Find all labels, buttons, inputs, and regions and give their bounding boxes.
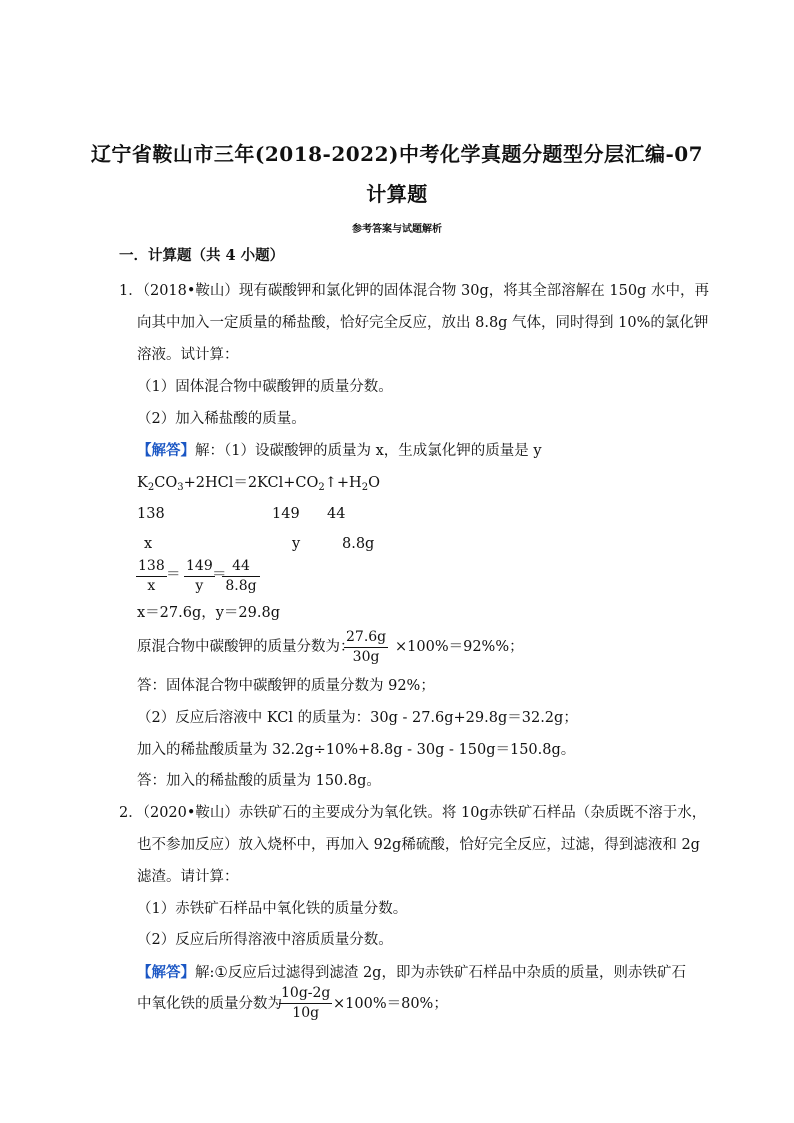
q2-part2: （2）反应后所得溶液中溶质质量分数。 (137, 932, 393, 948)
q1-text-line2: 向其中加入一定质量的稀盐酸，恰好完全反应，放出 8.8g 气体，同时得到 10%的氯化钾 (137, 315, 709, 331)
doc-subtitle: 参考答案与试题解析 (352, 224, 442, 235)
q1-ratio-fraction-1: $\frac{138}{x}$ (138, 558, 165, 594)
q2-frac-suffix: ×100%＝80%； (333, 996, 448, 1012)
q2-percentage-fraction: $\frac{10g-2g}{10g}$ (281, 985, 331, 1021)
q1-percentage-fraction: $\frac{27.6g}{30g}$ (346, 629, 387, 665)
q2-text-line3: 滤渣。请计算： (137, 869, 239, 885)
q1-ratio-eq2: ＝ (212, 567, 227, 583)
q2-text-line1: 2．（2020•鞍山）赤铁矿石的主要成分为氧化铁。将 10g赤铁矿石样品（杂质既不溶于水， (119, 805, 707, 821)
q1-answer-2: 答：加入的稀盐酸的质量为 150.8g。 (137, 773, 381, 789)
q1-mass-149: 149 (272, 506, 300, 522)
q1-part2: （2）加入稀盐酸的质量。 (137, 411, 306, 427)
q1-answer-intro: 解：（1）设碳酸钾的质量为 x，生成氯化钾的质量是 y (195, 443, 542, 459)
q1-ratio-eq1: ＝ (166, 567, 181, 583)
q1-text-line3: 溶液。试计算： (137, 347, 239, 363)
q1-frac-suffix: ×100%＝92%%； (395, 639, 524, 655)
q1-mass-138: 138 (137, 506, 165, 522)
q1-chemical-equation: $K_2CO_3+2HCl=2KCl+CO_2↑+H_2O$ (137, 475, 380, 493)
q1-var-y: y (292, 536, 301, 552)
answer-tag: 【解答】 (137, 964, 195, 981)
q1-mass-44: 44 (327, 506, 346, 522)
q1-step-3: 加入的稀盐酸质量为 32.2g÷10%+8.8g - 30g - 150g＝150.8g。 (137, 742, 576, 758)
q2-frac-prefix: 中氧化铁的质量分数为 (137, 996, 282, 1012)
circled-one-marker: ① (214, 963, 228, 981)
doc-title-line1: 辽宁省鞍山市三年(2018-2022)中考化学真题分题型分层汇编-07 (90, 142, 704, 166)
q2-answer-rest: 反应后过滤得到滤渣 2g，即为赤铁矿石样品中杂质的质量，则赤铁矿石 (227, 965, 686, 981)
q1-part1: （1）固体混合物中碳酸钾的质量分数。 (137, 379, 393, 395)
q1-ratio-fraction-2: $\frac{149}{y}$ (186, 558, 213, 594)
q1-ratio-fraction-3: $\frac{44}{8.8g}$ (222, 558, 260, 595)
q1-result-xy: x＝27.6g，y＝29.8g (137, 605, 281, 621)
q2-answer-pre: 解: (195, 965, 215, 981)
q1-frac-prefix: 原混合物中碳酸钾的质量分数为： (137, 639, 355, 655)
q1-answer-1: 答：固体混合物中碳酸钾的质量分数为 92%； (137, 678, 435, 694)
answer-tag: 【解答】 (137, 442, 195, 459)
q1-var-x: x (144, 536, 153, 552)
q2-part1: （1）赤铁矿石样品中氧化铁的质量分数。 (137, 901, 408, 917)
q2-answer-line (137, 963, 686, 982)
q1-value-8.8g: 8.8g (342, 536, 375, 552)
q1-answer-line (137, 442, 542, 460)
section-heading: 一．计算题（共 4 小题） (119, 247, 285, 264)
q2-text-line2: 也不参加反应）放入烧杯中，再加入 92g稀硫酸，恰好完全反应，过滤，得到滤液和 2g (137, 837, 700, 853)
q1-step-2: （2）反应后溶液中 KCl 的质量为：30g - 27.6g+29.8g＝32.2g； (137, 710, 578, 726)
doc-title-line2: 计算题 (366, 182, 428, 206)
q1-text-line1: 1．（2018•鞍山）现有碳酸钾和氯化钾的固体混合物 30g，将其全部溶解在 150g 水中，再 (119, 283, 709, 299)
